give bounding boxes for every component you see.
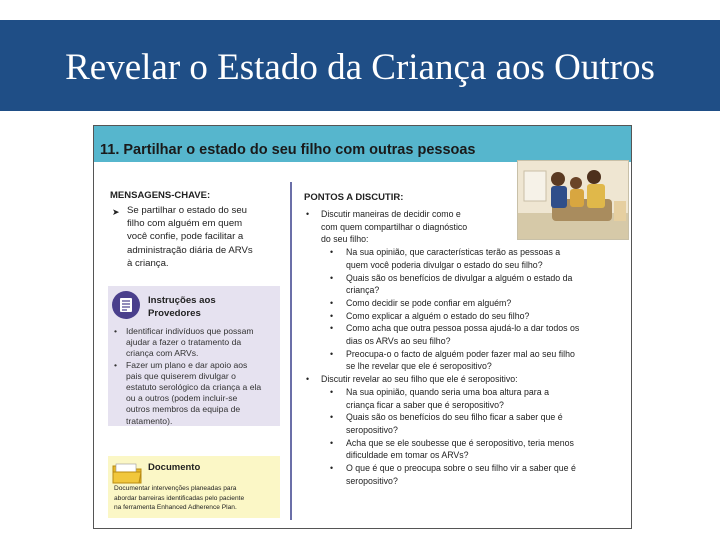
discussion-line: Na sua opinião, quando seria uma boa altura para a bbox=[346, 386, 549, 397]
bullet-dot: • bbox=[330, 386, 334, 397]
instruction-line: estatuto serológico da criança a ela bbox=[126, 382, 262, 392]
discussion-line: Preocupa-o o facto de alguém poder fazer mal ao seu filho bbox=[346, 348, 575, 359]
bullet-dot: • bbox=[306, 374, 310, 385]
discussion-line: Discutir revelar ao seu filho que ele é seropositivo: bbox=[321, 374, 518, 385]
discussion-line: criança? bbox=[346, 285, 380, 296]
discussion-line: criança ficar a saber que é seropositivo? bbox=[346, 399, 504, 410]
instruction-line: ou a outros (podem incluir-se bbox=[126, 393, 238, 404]
bullet-dot: • bbox=[330, 297, 334, 308]
discussion-line: Como explicar a alguém o estado do seu filho? bbox=[346, 310, 530, 321]
discussion-line: seropositivo? bbox=[346, 475, 398, 486]
key-message-line: você confie, pode facilitar a bbox=[127, 231, 244, 243]
key-message-bullet: ➤ bbox=[112, 207, 120, 217]
key-message-line: Se partilhar o estado do seu bbox=[127, 205, 248, 216]
discussion-line: Na sua opinião, que características terão as pessoas a bbox=[346, 247, 561, 258]
discussion-line: Discutir maneiras de decidir como e bbox=[321, 209, 461, 219]
instruction-line: outros membros da equipa de bbox=[126, 404, 241, 415]
key-messages-title: MENSAGENS-CHAVE: bbox=[110, 190, 211, 201]
instruction-line: pais que quiserem divulgar o bbox=[126, 370, 236, 381]
bullet-dot: • bbox=[330, 463, 334, 473]
document-title: Documento bbox=[148, 462, 201, 473]
discussion-line: O que é que o preocupa sobre o seu filho vir a saber que é bbox=[346, 463, 576, 473]
discussion-line: dificuldade em tomar os ARVs? bbox=[346, 450, 469, 461]
discussion-line: Acha que se ele soubesse que é seropositivo, teria menos bbox=[346, 437, 574, 448]
discussion-line: quem você poderia divulgar o estado do seu filho? bbox=[346, 259, 543, 270]
discussion-line: Como decidir se pode confiar em alguém? bbox=[346, 297, 512, 308]
bullet-dot: • bbox=[306, 209, 310, 219]
instructions-title: Instruções aos bbox=[148, 295, 216, 306]
slide-title: Revelar o Estado da Criança aos Outros bbox=[65, 47, 655, 88]
instruction-line: Identificar indivíduos que possam bbox=[126, 326, 254, 336]
family-photo bbox=[517, 160, 629, 240]
instruction-line: criança com ARVs. bbox=[126, 348, 199, 359]
instructions-title: Provedores bbox=[148, 307, 201, 319]
discussion-line: Quais são os benefícios do seu filho ficar a saber que é bbox=[346, 412, 563, 423]
instruction-line: ajudar a fazer o tratamento da bbox=[126, 337, 242, 348]
bullet-dot: • bbox=[114, 326, 118, 336]
key-message-line: à criança. bbox=[127, 257, 169, 269]
key-message-line: administração diária de ARVs bbox=[127, 244, 253, 256]
document-line: abordar barreiras identificadas pelo paciente bbox=[114, 494, 245, 502]
bullet-dot: • bbox=[330, 348, 334, 359]
document-line: Documentar intervenções planeadas para bbox=[114, 485, 237, 492]
card-header bbox=[94, 126, 631, 162]
discussion-line: seropositivo? bbox=[346, 424, 398, 435]
instruction-line: tratamento). bbox=[126, 415, 173, 426]
discussion-line: com quem compartilhar o diagnóstico bbox=[321, 221, 468, 232]
bullet-dot: • bbox=[330, 412, 334, 423]
counseling-card bbox=[93, 125, 632, 529]
folder-icon bbox=[112, 462, 142, 484]
bullet-dot: • bbox=[330, 323, 334, 334]
discussion-title: PONTOS A DISCUTIR: bbox=[304, 192, 404, 203]
bullet-dot: • bbox=[114, 359, 118, 370]
column-divider bbox=[290, 182, 292, 520]
bullet-dot: • bbox=[330, 310, 334, 321]
discussion-line: Como acha que outra pessoa possa ajudá-lo a dar todos os bbox=[346, 323, 580, 334]
instruction-line: Fazer um plano e dar apoio aos bbox=[126, 359, 248, 370]
checklist-icon bbox=[112, 291, 140, 319]
document-line: na ferramenta Enhanced Adherence Plan. bbox=[114, 504, 237, 512]
bullet-dot: • bbox=[330, 437, 334, 448]
discussion-line: se lhe revelar que ele é seropositivo? bbox=[346, 361, 492, 372]
key-message-line: filho com alguém em quem bbox=[127, 218, 243, 230]
bullet-dot: • bbox=[330, 272, 334, 283]
card-title: 11. Partilhar o estado do seu filho com outras pessoas bbox=[100, 142, 476, 158]
discussion-line: Quais são os benefícios de divulgar a alguém o estado da bbox=[346, 272, 573, 283]
bullet-dot: • bbox=[330, 247, 334, 258]
discussion-line: dias os ARVs ao seu filho? bbox=[346, 336, 451, 346]
discussion-line: do seu filho: bbox=[321, 234, 369, 245]
